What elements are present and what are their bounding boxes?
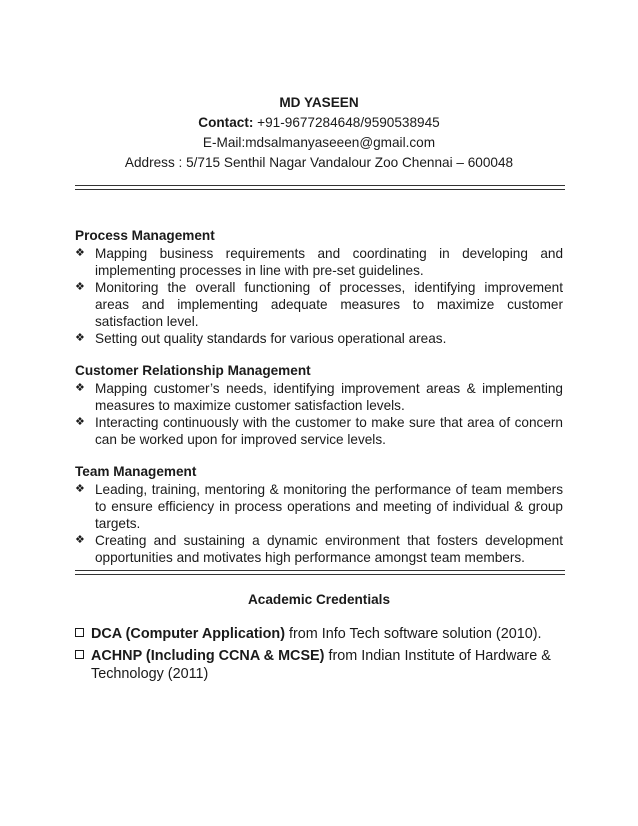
diamond-bullet-icon: ❖ [75, 416, 85, 428]
checkbox-bullet-icon [75, 650, 84, 659]
bullet-list [75, 245, 563, 347]
section-process-management [75, 226, 563, 347]
diamond-bullet-icon: ❖ [75, 382, 85, 394]
credential-item [75, 647, 565, 683]
credential-detail: from Indian Institute of Hardware & Technology (2011) [91, 648, 551, 682]
diamond-bullet-icon: ❖ [75, 483, 85, 495]
email-line: E-Mail:mdsalmanyaseeen@gmail.com [202, 135, 436, 150]
bullet-list [75, 481, 563, 566]
list-item: ❖ Creating and sustaining a dynamic environment that fosters development opportunities and motivates high performance amongst team members. [75, 533, 563, 565]
credential-item [75, 625, 565, 643]
credential-detail: from Info Tech software solution (2010). [285, 626, 542, 642]
skills-sections [75, 226, 563, 580]
bullet-list [75, 380, 563, 448]
contact-value: +91-9677284648/9590538945 [253, 115, 440, 130]
double-rule-top [75, 185, 565, 190]
diamond-bullet-icon: ❖ [75, 332, 85, 344]
list-item: ❖ Mapping customer’s needs, identifying improvement areas & implementing measures to maximize customer satisfaction levels. [75, 381, 563, 413]
contact-line [0, 113, 638, 133]
resume-header [0, 93, 638, 173]
list-item: ❖ Leading, training, mentoring & monitoring the performance of team members to ensure efficiency in process operations and meeting of individual & group targets. [75, 482, 563, 531]
double-rule-bottom [75, 570, 565, 575]
section-title: Process Management [75, 228, 215, 243]
diamond-bullet-icon: ❖ [75, 247, 85, 259]
section-customer-relationship-management [75, 361, 563, 448]
diamond-bullet-icon: ❖ [75, 534, 85, 546]
diamond-bullet-icon: ❖ [75, 281, 85, 293]
section-title: Team Management [75, 464, 197, 479]
list-item: ❖ Mapping business requirements and coordinating in developing and implementing processes in line with pre-set guidelines. [75, 246, 563, 278]
candidate-name: MD YASEEN [279, 95, 359, 110]
credentials-list [75, 625, 565, 687]
list-item: ❖ Interacting continuously with the customer to make sure that area of concern can be worked upon for improved service levels. [75, 415, 563, 447]
contact-label: Contact: [198, 115, 254, 130]
credential-title: ACHNP (Including CCNA & MCSE) [91, 648, 325, 664]
credential-title: DCA (Computer Application) [91, 626, 285, 642]
section-title: Customer Relationship Management [75, 363, 311, 378]
address-line: Address : 5/715 Senthil Nagar Vandalour Zoo Chennai – 600048 [124, 155, 514, 170]
checkbox-bullet-icon [75, 628, 84, 637]
academic-credentials-title: Academic Credentials [247, 592, 391, 607]
list-item: ❖ Monitoring the overall functioning of processes, identifying improvement areas and implementing adequate measures to maximize customer satisfaction level. [75, 280, 563, 329]
list-item: ❖ Setting out quality standards for various operational areas. [75, 331, 447, 346]
section-team-management [75, 462, 563, 566]
